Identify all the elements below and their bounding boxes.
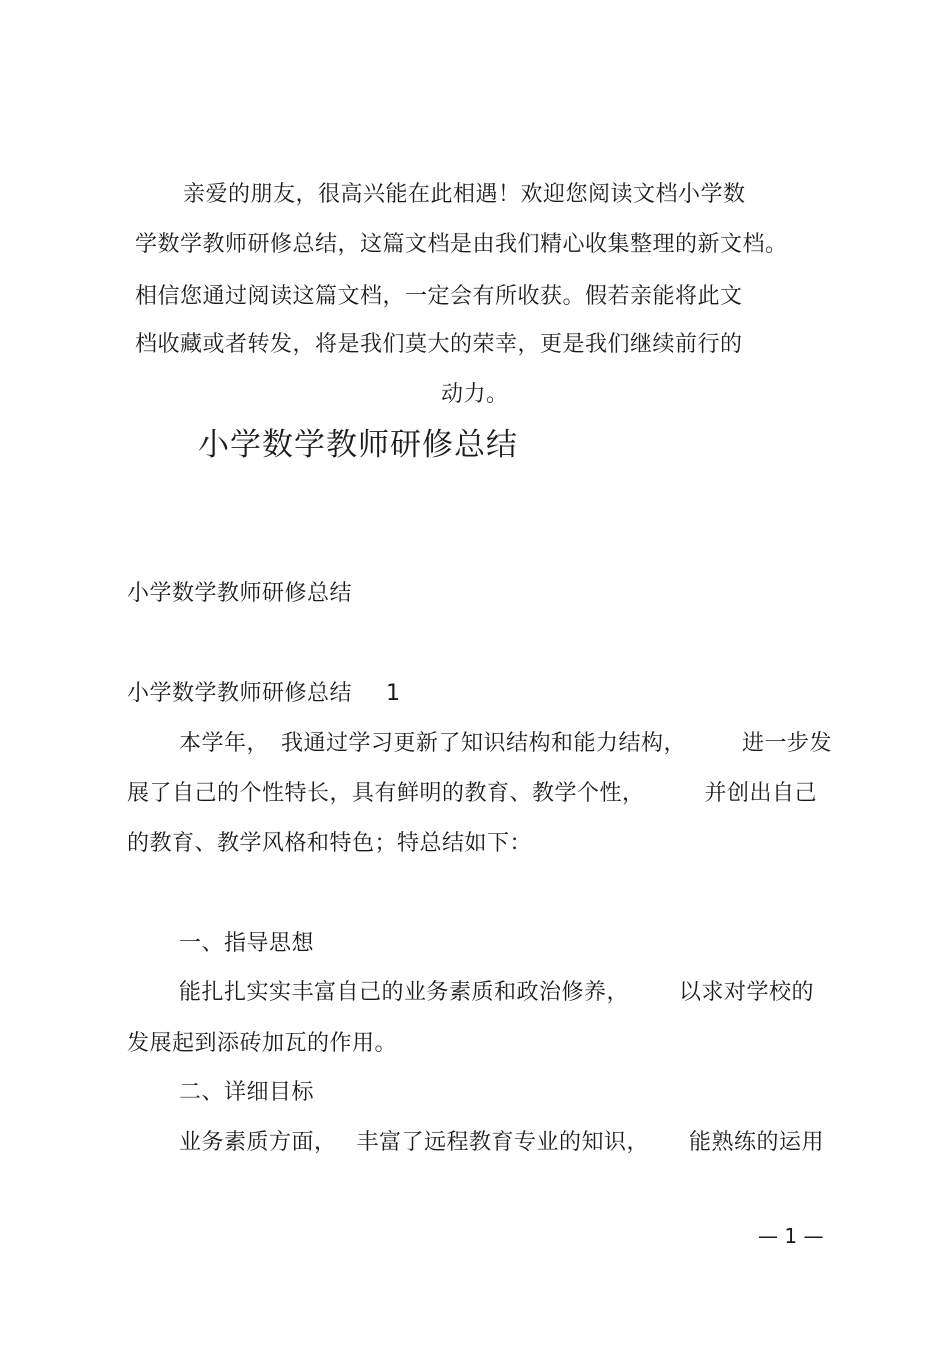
paragraph-3-line-1-part-b: 丰富了远程教育专业的知识， (356, 1130, 650, 1155)
document-title: 小学数学教师研修总结 (198, 427, 518, 463)
paragraph-3-line-1-part-a: 业务素质方面， (179, 1130, 337, 1155)
page-number: — 1 — (758, 1224, 824, 1248)
heading-detailed-goals: 二、详细目标 (179, 1080, 315, 1105)
paragraph-2-line-1-part-b: 以求对学校的 (679, 980, 815, 1005)
paragraph-1-line-2-part-a: 展了自己的个性特长，具有鲜明的教育、教学个性， (127, 781, 645, 806)
paragraph-3-line-1-part-c: 能熟练的运用 (689, 1130, 825, 1155)
heading-guiding-thought: 一、指导思想 (179, 931, 315, 956)
paragraph-2-line-2: 发展起到添砖加瓦的作用。 (127, 1031, 398, 1056)
section-title-number: 1 (386, 681, 401, 706)
paragraph-1-line-2 (127, 779, 817, 809)
paragraph-2-line-1 (179, 978, 814, 1008)
paragraph-1-line-1 (179, 729, 832, 759)
paragraph-1-line-2-part-b: 并创出自己 (704, 781, 818, 806)
paragraph-1-line-3: 的教育、教学风格和特色；特总结如下： (127, 831, 533, 856)
paragraph-3-line-1 (179, 1128, 824, 1158)
paragraph-1-line-1-part-a: 本学年， (179, 731, 270, 756)
intro-line-1: 亲爱的朋友，很高兴能在此相遇！欢迎您阅读文档小学数 (183, 182, 746, 207)
paragraph-1-line-1-part-b: 我通过学习更新了知识结构和能力结构， (281, 731, 687, 756)
intro-line-2: 学数学教师研修总结，这篇文档是由我们精心收集整理的新文档。 (135, 232, 788, 257)
paragraph-1-line-1-part-c: 进一步发 (742, 731, 833, 756)
intro-line-5: 动力。 (441, 382, 509, 407)
section-title-text: 小学数学教师研修总结 (127, 681, 353, 706)
paragraph-2-line-1-part-a: 能扎扎实实丰富自己的业务素质和政治修养， (179, 980, 630, 1005)
intro-line-3: 相信您通过阅读这篇文档，一定会有所收获。假若亲能将此文 (135, 284, 743, 309)
intro-line-4: 档收藏或者转发，将是我们莫大的荣幸，更是我们继续前行的 (135, 332, 743, 357)
subtitle: 小学数学教师研修总结 (127, 581, 353, 606)
section-title (127, 679, 401, 709)
